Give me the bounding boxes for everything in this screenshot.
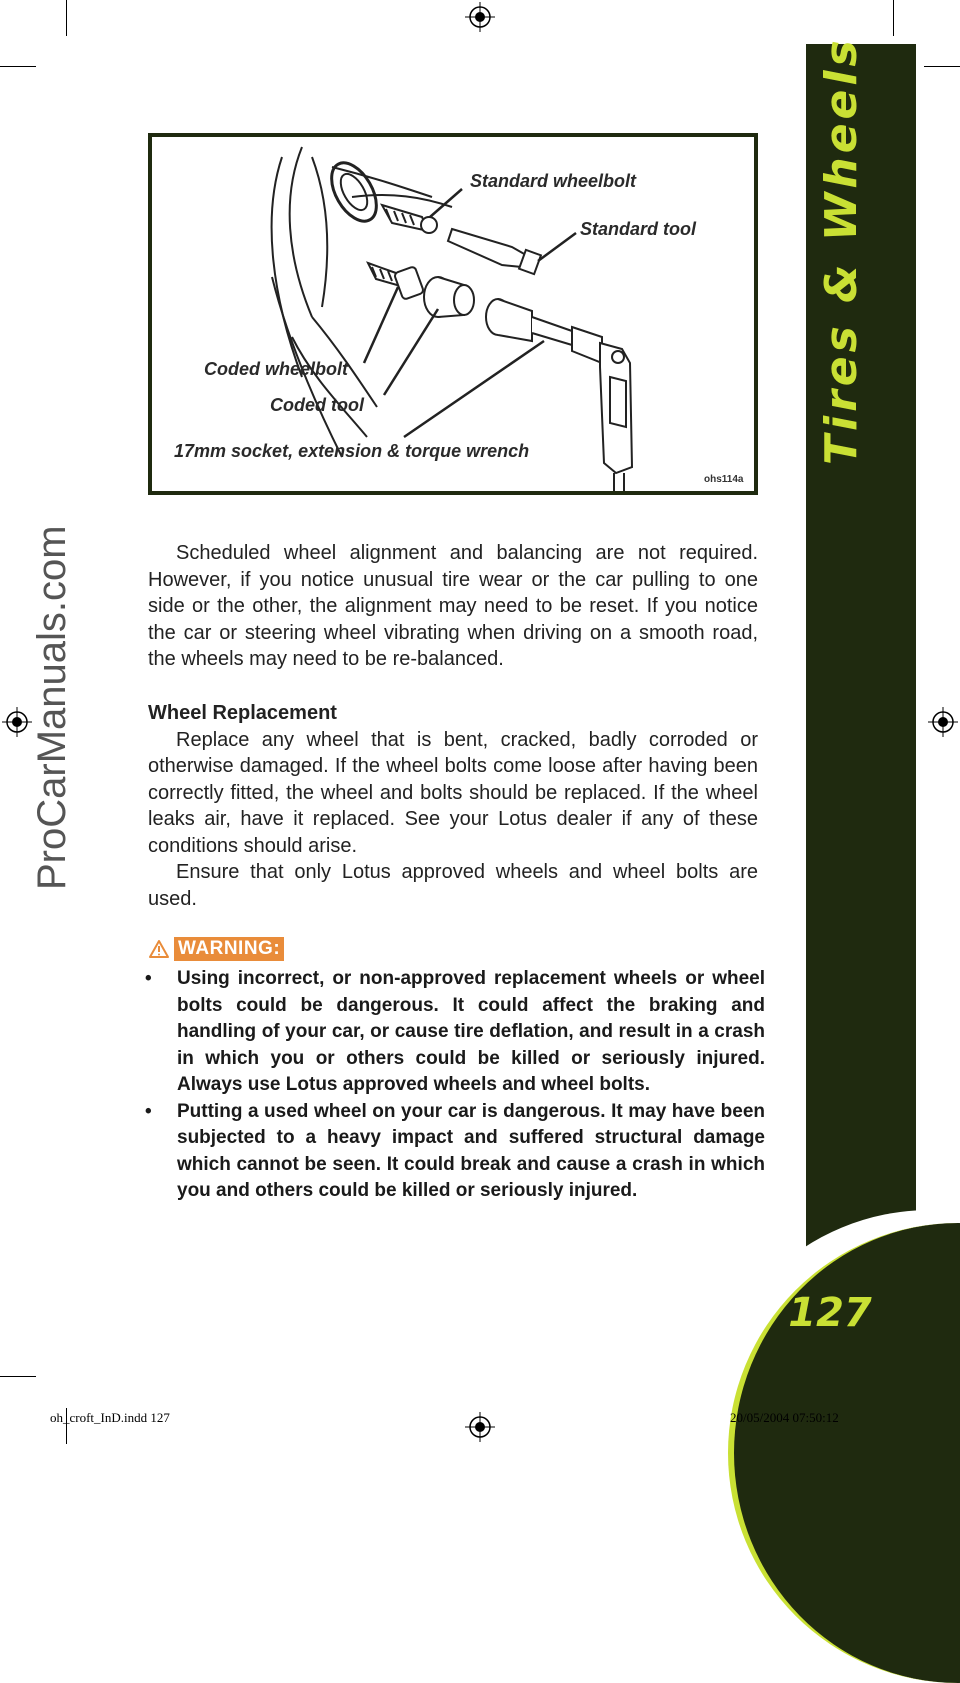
warning-text: Putting a used wheel on your car is dangerous. It may have been subjected to a heavy impact and suffered structural damage which cannot be seen. It could break and cause a crash in which you and others could be killed or seriously injured.: [177, 1100, 765, 1201]
warning-list: [145, 966, 765, 1205]
figure-code: ohs114a: [704, 474, 744, 485]
warning-tag: WARNING:: [174, 937, 284, 961]
intro-paragraph: Scheduled wheel alignment and balancing are not required. However, if you notice unusual tire wear or the car pulling to one side or the other, the alignment may need to be reset. If you notice the car or steering wheel vibrating when driving on a smooth road, the wheels may need to be re-balanced.: [148, 542, 758, 670]
callout-coded-wheelbolt: Coded wheelbolt: [204, 359, 348, 379]
wheel-replacement-paragraph: Replace any wheel that is bent, cracked, badly corroded or otherwise damaged. If the wheel bolts come loose after having been correctly fitted, the wheel and bolts should be replaced. If the wheel leaks air, have it replaced. See your Lotus dealer if any of these conditions should arise.: [148, 728, 758, 857]
warning-triangle-icon: [148, 939, 170, 959]
warning-text: Using incorrect, or non-approved replacement wheels or wheel bolts could be dangerous. It could affect the braking and handling of your car, or cause tire deflation, and result in a crash in which you or others could be killed or seriously injured. Always use Lotus approved wheels and wheel bolts.: [177, 968, 765, 1095]
crop-mark: [0, 66, 36, 67]
wheel-replacement-section: [148, 700, 758, 912]
bullet-icon: •: [145, 968, 152, 989]
wheel-replacement-paragraph: Ensure that only Lotus approved wheels and wheel bolts are used.: [148, 861, 758, 910]
registration-mark-icon: [465, 2, 495, 32]
bullet-icon: •: [145, 1100, 152, 1122]
crop-mark: [0, 1376, 36, 1377]
wheelbolt-illustration: [152, 137, 754, 491]
warning-label: [148, 937, 284, 961]
callout-standard-tool: Standard tool: [580, 219, 696, 239]
footer-date: 20/05/2004 07:50:12: [730, 1410, 839, 1425]
crop-mark: [924, 66, 960, 67]
section-heading: Wheel Replacement: [148, 702, 337, 724]
page-number: 127: [788, 1290, 872, 1336]
callout-coded-tool: Coded tool: [270, 395, 364, 415]
callout-socket-wrench: 17mm socket, extension & torque wrench: [174, 441, 530, 461]
callout-standard-wheelbolt: Standard wheelbolt: [470, 171, 637, 191]
registration-mark-icon: [2, 707, 32, 737]
crop-mark: [893, 0, 894, 36]
wheelbolt-diagram: [148, 133, 758, 495]
list-item: [145, 1099, 765, 1205]
list-item: [145, 966, 765, 1099]
registration-mark-icon: [465, 1412, 495, 1442]
crop-mark: [66, 0, 67, 36]
registration-mark-icon: [928, 707, 958, 737]
intro-section: [148, 540, 758, 673]
footer-file: oh_croft_InD.indd 127: [50, 1410, 170, 1425]
watermark: ProCarManuals.com: [30, 525, 74, 890]
